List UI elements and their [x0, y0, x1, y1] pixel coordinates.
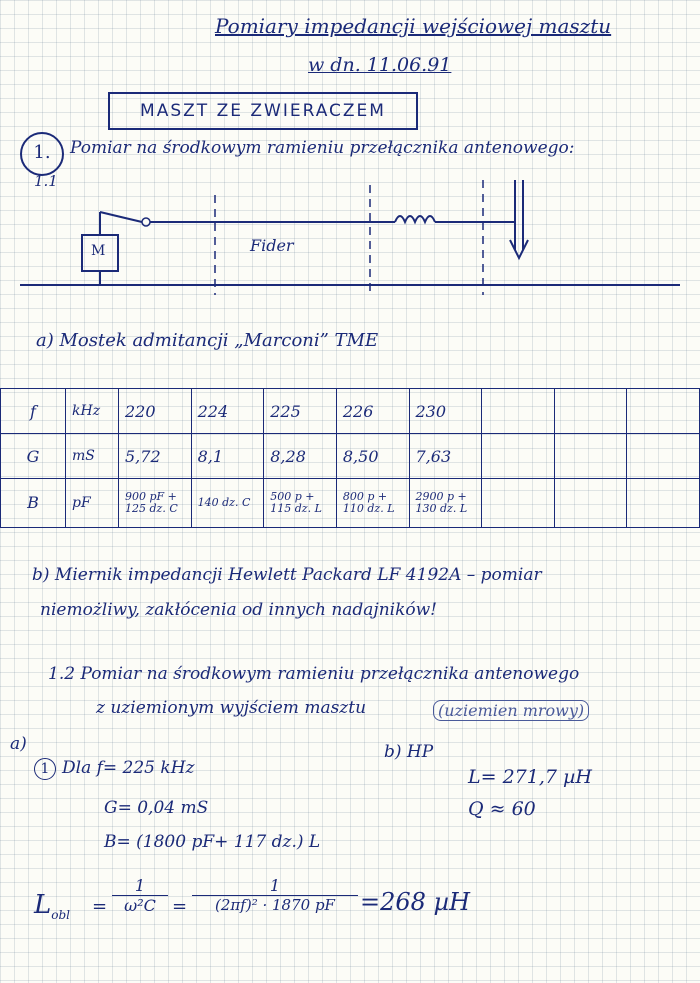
formula-equals: = — [92, 896, 108, 917]
meter-label: M — [91, 243, 106, 259]
formula-lhs — [34, 890, 70, 922]
table-cell: 224 — [191, 389, 264, 434]
formula-fraction-2 — [192, 876, 358, 914]
section12-note: (uziemien mrowy) — [433, 700, 589, 721]
table-row — [1, 389, 700, 434]
formula-lhs-symbol: L — [34, 890, 52, 920]
section-a-heading: a) Mostek admitancji „Marconi” TME — [36, 330, 379, 351]
table-cell — [627, 434, 700, 479]
table-cell — [482, 389, 555, 434]
table-cell — [627, 479, 700, 528]
section-number-circle: 1. — [20, 132, 64, 176]
subsection-number: 1.1 — [34, 172, 58, 190]
table-cell: 900 pF + 125 dz. C — [119, 479, 192, 528]
table-cell: 8,50 — [336, 434, 409, 479]
row-unit: mS — [66, 434, 119, 479]
table-cell: 2900 p + 130 dz. L — [409, 479, 482, 528]
page-title: Pomiary impedancji wejściowej masztu — [215, 14, 612, 38]
boxed-title: MASZT ZE ZWIERACZEM — [108, 92, 418, 130]
table-cell — [482, 434, 555, 479]
mast-base — [510, 240, 528, 258]
table-cell: 800 p + 110 dz. L — [336, 479, 409, 528]
calc-b-label: b) HP — [384, 742, 434, 762]
switch-arm — [100, 212, 142, 222]
table-row — [1, 479, 700, 528]
switch-contact — [142, 218, 150, 226]
fraction-2-numerator: 1 — [192, 876, 358, 896]
calc-a-line2: G= 0,04 mS — [104, 798, 209, 818]
table-cell — [554, 434, 627, 479]
table-cell: 225 — [264, 389, 337, 434]
formula-result: =268 µH — [360, 888, 471, 916]
section-b-line2: niemożliwy, zakłócenia od innych nadajników! — [40, 600, 437, 620]
row-unit: kHz — [66, 389, 119, 434]
table-cell: 230 — [409, 389, 482, 434]
formula-equals-2: = — [172, 896, 188, 917]
coil — [395, 216, 435, 222]
row-label: G — [1, 434, 66, 479]
calc-b-line2: Q ≈ 60 — [468, 798, 536, 820]
table-row — [1, 434, 700, 479]
row-label: f — [1, 389, 66, 434]
calc-a-number-circle: 1 — [34, 758, 56, 780]
measurement-table — [0, 388, 700, 528]
table-cell — [554, 389, 627, 434]
fraction-1-numerator: 1 — [112, 876, 168, 896]
table-cell: 8,1 — [191, 434, 264, 479]
calc-a-line1: Dla f= 225 kHz — [62, 758, 195, 778]
table-cell: 500 p + 115 dz. L — [264, 479, 337, 528]
table-cell: 7,63 — [409, 434, 482, 479]
page-date: w dn. 11.06.91 — [308, 54, 452, 76]
formula-lhs-subscript: obl — [51, 908, 71, 923]
row-label: B — [1, 479, 66, 528]
table-cell: 5,72 — [119, 434, 192, 479]
table-cell — [554, 479, 627, 528]
calc-a-number — [34, 758, 56, 780]
table-cell: 226 — [336, 389, 409, 434]
row-unit: pF — [66, 479, 119, 528]
section-b-line1: b) Miernik impedancji Hewlett Packard LF 4192A – pomiar — [32, 565, 542, 585]
section1-text: Pomiar na środkowym ramieniu przełącznika antenowego: — [70, 138, 575, 158]
section12-line2: z uziemionym wyjściem masztu — [96, 698, 367, 718]
section12-line1: 1.2 Pomiar na środkowym ramieniu przełącznika antenowego — [48, 664, 580, 684]
feeder-label: Fider — [250, 236, 294, 255]
fraction-1-denominator: ω²C — [124, 896, 156, 915]
calc-a-line3: B= (1800 pF+ 117 dz.) L — [104, 832, 321, 852]
calc-a-label: a) — [10, 734, 27, 754]
calc-b-line1: L= 271,7 µH — [468, 766, 592, 788]
fraction-2-denominator: (2πf)² · 1870 pF — [215, 896, 335, 914]
formula-fraction-1 — [112, 876, 168, 915]
table-cell — [482, 479, 555, 528]
table-cell: 140 dz. C — [191, 479, 264, 528]
table-cell — [627, 389, 700, 434]
table-cell: 220 — [119, 389, 192, 434]
table-cell: 8,28 — [264, 434, 337, 479]
